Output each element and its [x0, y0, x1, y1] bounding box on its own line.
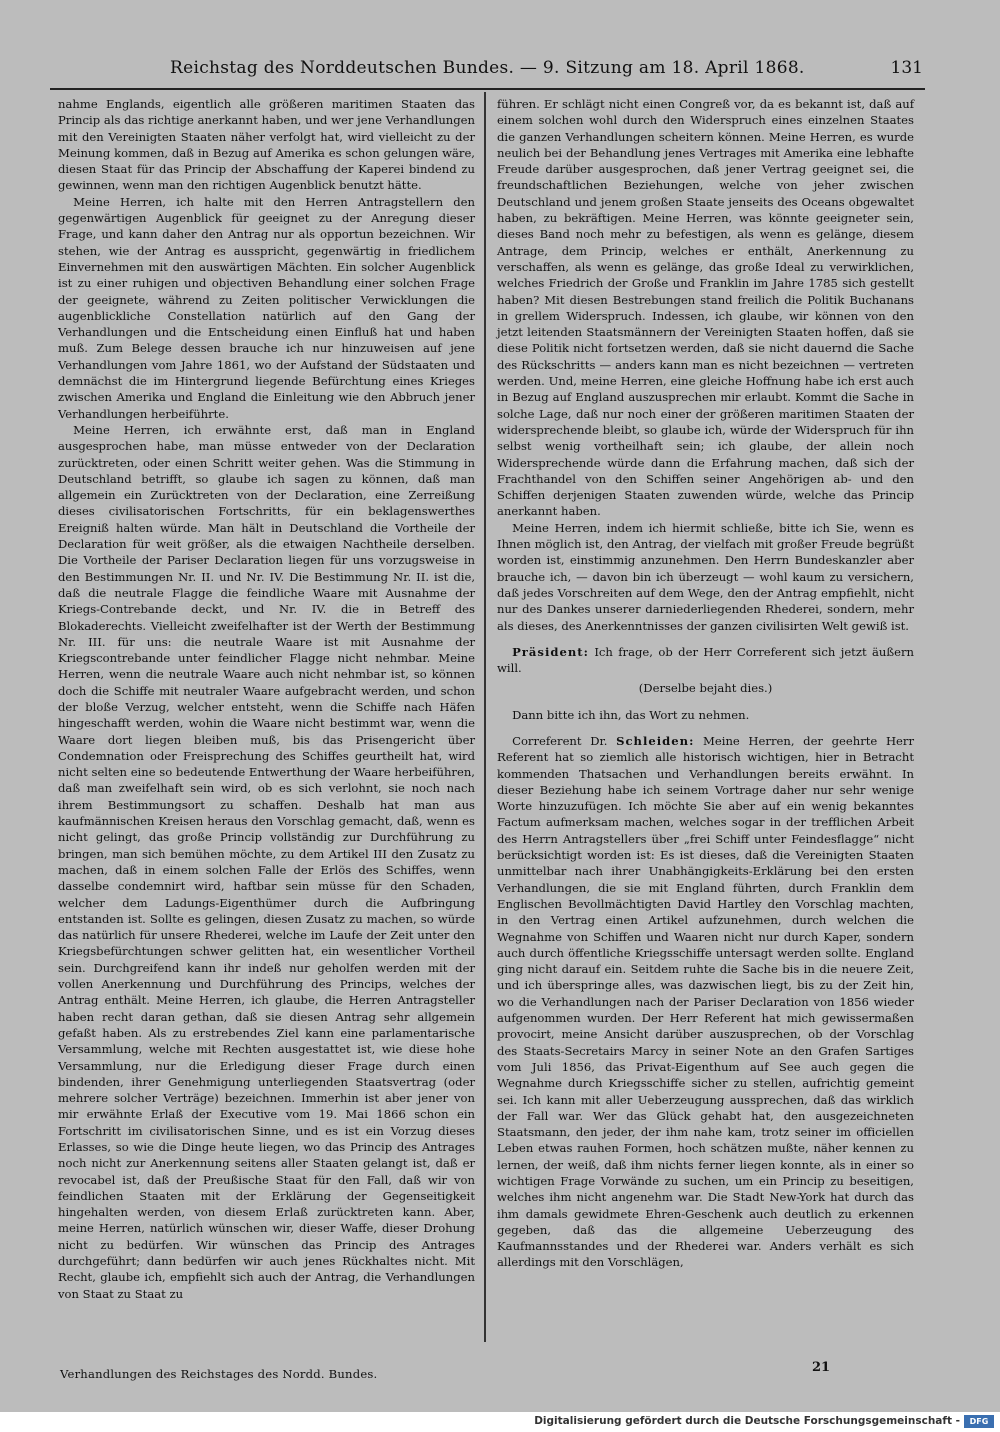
dfg-logo: DFG: [964, 1415, 994, 1428]
correferent-text: Meine Herren, der geehrte Herr Referent hat so ziemlich alle historisch wichtigen, hier in Betracht kommenden Thatsachen und Verhandlungen bereits erwähnt. In dieser Beziehung habe ich seinem Vortrage daher nur sehr wenige Worte hinzuzufügen. Ich möchte Sie aber auf ein wenig bekanntes Factum aufmerksam machen, welches sogar in der trefflichen Arbeit des Herrn Antragstellers über „frei Schiff unter Feindesflagge“ nicht berücksichtigt worden ist: Es ist dieses, daß die Vereinigten Staaten unmittelbar nach ihrer Unabhängigkeits-Erklärung bei den ersten Verhandlungen, die sie mit England führten, durch Franklin dem Englischen Bevollmächtigten David Hartley den Vorschlag machten, in den Vertrag einen Artikel aufzunehmen, durch welchen die Wegnahme von Schiffen und Waaren nicht nur durch Kaper, sondern auch durch öffentliche Kriegsschiffe untersagt werden sollte. England ging nicht darauf ein. Seitdem ruhte die Sache bis in die neuere Zeit, und ich überspringe alles, was dazwischen liegt, bis zu der Zeit hin, wo die Verhandlungen nach der Pariser Declaration von 1856 wieder aufgenommen wurden. Der Herr Referent hat mich gewissermaßen provocirt, meine Ansicht darüber auszusprechen, ob der Vorschlag des Staats-Secretairs Marcy in seiner Note an den Grafen Sartiges vom Juli 1856, das Privat-Eigenthum auf See auch gegen die Wegnahme durch Kriegsschiffe sicher zu stellen, aufrichtig gemeint sei. Ich kann mit aller Ueberzeugung aussprechen, daß das wirklich der Fall war. Wer das Glück gehabt hat, den ausgezeichneten Staatsmann, den jeder, der ihm nahe kam, trotz seiner im officiellen Leben etwas rauhen Formen, hoch schätzen mußte, näher kennen zu lernen, der weiß, daß ihm nichts ferner liegen konnte, als in einer so wichtigen Frage Vorwände zu suchen, um ein Princip zu beseitigen, welches ihm nicht angenehm war. Die Stadt New-York hat durch das ihm damals gewidmete Ehren-Geschenk auch deutlich zu erkennen gegeben, daß das die allgemeine Ueberzeugung des Kaufmannsstandes und der Rhederei war. Anders verhält es sich allerdings mit den Vorschlägen,: [497, 733, 914, 1270]
funding-note: Digitalisierung gefördert durch die Deutsche Forschungsgemeinschaft -: [534, 1415, 960, 1427]
stage-direction: (Derselbe bejaht dies.): [638, 681, 773, 696]
paragraph: Meine Herren, ich erwähnte erst, daß man in England ausgesprochen habe, man müsse entweder von der Declaration zurücktreten, oder einen Schritt weiter gehen. Was die Stimmung in Deutschland betrifft, so glaube ich sagen zu können, daß man allgemein ein Zurücktreten von der Declaration, eine Zerreißung dieses civilisatorischen Fortschritts, für ein beklagenswerthes Ereigniß halten würde. Man hält in Deutschland die Vortheile der Declaration für weit größer, als die etwaigen Nachtheile derselben. Die Vortheile der Pariser Declaration liegen für uns vorzugsweise in den Bestimmungen Nr. II. und Nr. IV. Die Bestimmung Nr. II. ist die, daß die neutrale Flagge die feindliche Waare mit Ausnahme der Kriegs-Contrebande deckt, und Nr. IV. die in Betreff des Blokaderechts. Vielleicht zweifelhafter ist der Werth der Bestimmung Nr. III. für uns: die neutrale Waare ist mit Ausnahme der Kriegscontrebande unter feindlicher Flagge nicht nehmbar. Meine Herren, wenn die neutrale Waare auch nicht nehmbar ist, so können doch die Schiffe mit neutraler Waare aufgebracht werden, und schon der bloße Verzug, welcher entsteht, wenn die Schiffe nach Häfen hingeschafft werden, wohin die Waare nicht bestimmt war, wenn die Waare dort liegen bleiben muß, bis das Prisengericht über Condemnation oder Freisprechung des Schiffes geurtheilt hat, wird nicht selten eine so bedeutende Entwerthung der Waare herbeiführen, daß man zweifelhaft sein wird, ob es sich verlohnt, sie noch nach ihrem Bestimmungsort zu schaffen. Deshalb hat man aus kaufmännischen Kreisen heraus den Vorschlag gemacht, daß, wenn es nicht gelingt, das große Princip vollständig zur Durchführung zu bringen, man sich bemühen möchte, zu dem Artikel III den Zusatz zu machen, daß in einem solchen Falle der Erlös des Schiffes, wenn dasselbe condemnirt wird, haftbar sein müsse für den Schaden, welcher dem Ladungs-Eigenthümer durch die Aufbringung entstanden ist. Sollte es gelingen, diesen Zusatz zu machen, so würde das natürlich für unsere Rhederei, welche im Laufe der Zeit unter den Kriegsbefürchtungen schwer gelitten hat, ein wesentlicher Vortheil sein. Durchgreifend kann ihr indeß nur geholfen werden mit der vollen Anerkennung und Durchführung des Princips, welches der Antrag enthält. Meine Herren, ich glaube, die Herren Antragsteller haben recht daran gethan, daß sie diesen Antrag sehr allgemein gefaßt haben. Als zu erstrebendes Ziel kann eine parlamentarische Versammlung, welche mit Rechten ausgestattet ist, wie diese hohe Versammlung, nur die Erledigung dieser Frage durch einen bindenden, ihrer Genehmigung unterliegenden Staatsvertrag (oder mehrere solcher Verträge) bezeichnen. Immerhin ist aber jener von mir erwähnte Erlaß der Executive vom 19. Mai 1866 schon ein Fortschritt im civilisatorischen Sinne, und es ist ein Vorzug dieses Erlasses, so wie die Dinge heute liegen, wo das Princip des Antrages noch nicht zur Anerkennung seitens aller Staaten gelangt ist, daß er revocabel ist, daß der Preußische Staat für den Fall, daß wir von feindlichen Staaten mit der Erklärung der Gegenseitigkeit hingehalten werden, von diesem Erlaß zurücktreten kann. Aber, meine Herren, natürlich wünschen wir, dieser Waffe, dieser Drohung nicht zu bedürfen. Wir wünschen das Princip des Antrages durchgeführt; dann bedürfen wir auch jenes Rückhaltes nicht. Mit Recht, glaube ich, empfiehlt sich auch der Antrag, die Verhandlungen von Staat zu Staat zu: [58, 422, 475, 1301]
paragraph: Meine Herren, ich halte mit den Herren Antragstellern den gegenwärtigen Augenblick für geeignet zu der Anregung dieser Frage, und kann daher den Antrag nur als opportun bezeichnen. Wir stehen, wie der Antrag es ausspricht, gegenwärtig in friedlichem Einvernehmen mit den auswärtigen Mächten. Ein solcher Augenblick ist zu einer ruhigen und objectiven Behandlung einer solchen Frage der geeignete, während zu Zeiten politischer Verwicklungen die augenblickliche Constellation natürlich auf den Gang der Verhandlungen und die Entscheidung einen Einfluß hat und haben muß. Zum Belege dessen brauche ich nur hinzuweisen auf jene Verhandlungen vom Jahre 1861, wo der Aufstand der Südstaaten und demnächst die im Hintergrund liegende Befürchtung eines Krieges zwischen Amerika und England die Einleitung wie den Abbruch jener Verhandlungen herbeiführte.: [58, 194, 475, 421]
funding-bar: [0, 1412, 1000, 1432]
paragraph: führen. Er schlägt nicht einen Congreß vor, da es bekannt ist, daß auf einem solchen wohl durch den Widerspruch eines einzelnen Staates die ganzen Verhandlungen scheitern können. Meine Herren, es wurde neulich bei der Behandlung jenes Vertrages mit Amerika eine lebhafte Freude darüber ausgesprochen, daß jener Vertrag geeignet sei, die freundschaftlichen Beziehungen, welche von jeher zwischen Deutschland und jenem großen Staate jenseits des Oceans obgewaltet haben, zu bekräftigen. Meine Herren, was könnte geeigneter sein, dieses Band noch mehr zu befestigen, als wenn es gelänge, diesem Antrage, dem Princip, welches er enthält, Anerkennung zu verschaffen, als wenn es gelänge, das große Ideal zu verwirklichen, welches Friedrich der Große und Franklin im Jahre 1785 sich gestellt haben? Mit diesen Bestrebungen stand freilich die Politik Buchanans in grellem Widerspruch. Indessen, ich glaube, wir können von den jetzt leitenden Staatsmännern der Vereinigten Staaten hoffen, daß sie diese Politik nicht fortsetzen werden, daß sie nicht dauernd die Sache des Rückschritts — anders kann man es nicht bezeichnen — vertreten werden. Und, meine Herren, eine gleiche Hoffnung habe ich erst auch in Bezug auf England auszusprechen mir erlaubt. Kommt die Sache in solche Lage, daß nur noch einer der größeren maritimen Staaten der widersprechende bleibt, so glaube ich, würde der Widerspruch für ihn selbst wenig vortheilhaft sein; ich glaube, der allein noch Widersprechende würde dann die Erfahrung machen, daß sich der Frachthandel von den Schiffen seiner Angehörigen ab- und den Schiffen derjenigen Staaten zuwenden würde, welche das Princip anerkannt haben.: [497, 97, 914, 519]
paragraph: Meine Herren, indem ich hiermit schließe, bitte ich Sie, wenn es Ihnen möglich ist, den Antrag, der vielfach mit großer Freude begrüßt worden ist, einstimmig anzunehmen. Den Herrn Bundeskanzler aber brauche ich, — davon bin ich überzeugt — wohl kaum zu versichern, daß jedes Vorschreiten auf dem Wege, den der Antrag empfiehlt, nicht nur des Dankes unserer darniederliegenden Rhederei, sondern, mehr als dieses, des Anerkenntnisses der ganzen civilisirten Welt gewiß ist.: [497, 520, 914, 633]
correferent-name: Schleiden:: [616, 733, 695, 748]
right-column: [497, 96, 914, 1271]
page-number: 131: [890, 58, 923, 78]
speaker-label: Präsident:: [512, 644, 589, 659]
footer-source-line: Verhandlungen des Reichstages des Nordd. Bundes.: [60, 1367, 378, 1381]
header-title: Reichstag des Norddeutschen Bundes. — 9. Sitzung am 18. April 1868.: [170, 58, 805, 78]
president-text: Ich frage, ob der Herr Correferent sich jetzt äußern will.: [497, 644, 914, 676]
running-header: [50, 52, 925, 90]
column-divider: [484, 92, 486, 1342]
president-statement: [497, 644, 914, 677]
left-column: [58, 96, 475, 1302]
president-followup: Dann bitte ich ihn, das Wort zu nehmen.: [512, 707, 750, 722]
correferent-prefix: Correferent Dr.: [512, 733, 617, 748]
sheet-number: 21: [812, 1360, 831, 1375]
correferent-statement: [497, 733, 914, 1271]
paragraph: nahme Englands, eigentlich alle größeren maritimen Staaten das Princip als das richtige anerkannt haben, und wer jene Verhandlungen mit den Vereinigten Staaten näher verfolgt hat, wird vielleicht zu der Meinung kommen, daß in Bezug auf Amerika es schon gelungen wäre, diesen Staat für das Princip der Abschaffung der Kaperei bindend zu gewinnen, wenn man den richtigen Augenblick benutzt hätte.: [58, 97, 475, 193]
